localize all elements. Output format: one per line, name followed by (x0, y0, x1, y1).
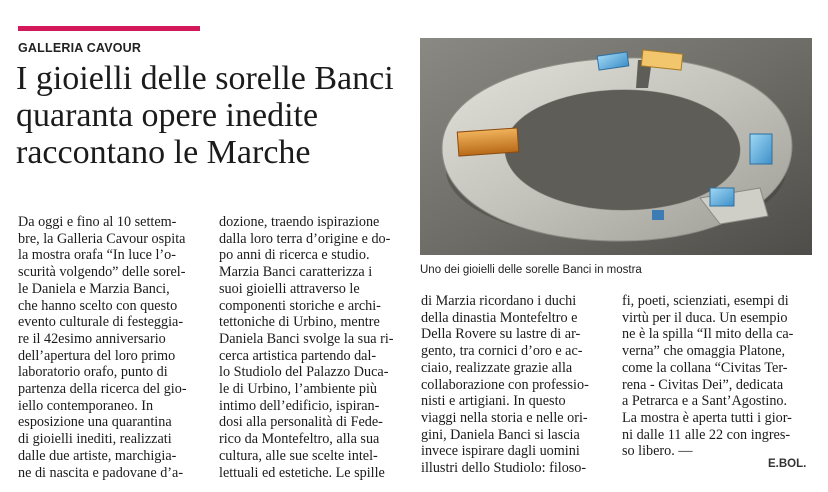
section-kicker: GALLERIA CAVOUR (18, 41, 142, 55)
article-column-4: fi, poeti, scienziati, esempi di virtù per il duca. Un esempio ne è la spilla “Il mito della ca- verna” che omaggia Platone, come la collana “Civitas Ter- rena - Civitas Dei”, dedicata a Petrarca e a Sant’Agostino. La mostra è aperta tutti i gior- ni dalle 11 alle 22 con ingres- so libero. — (622, 293, 794, 460)
section-accent-bar (18, 26, 200, 31)
photo-caption: Uno dei gioielli delle sorelle Banci in mostra (420, 264, 642, 276)
article-column-1: Da oggi e fino al 10 settem- bre, la Galleria Cavour ospita la mostra orafa “In luce l’o- scurità volgendo” delle sorel- le Daniela e Marzia Banci, che hanno scelto con questo evento culturale di festeggia- re il 42esimo anniversario dell’apertura del loro primo laboratorio orafo, punto di partenza della ricerca del gio- iello contemporaneo. In esposizione una quarantina di gioielli inediti, realizzati dalle due artiste, marchigia- ne di nascita e padovane d’a- (18, 214, 187, 481)
article-column-2: dozione, traendo ispirazione dalla loro terra d’origine e do- po anni di ricerca e studio. Marzia Banci caratterizza i suoi gioielli attraverso le componenti storiche e archi- tettoniche di Urbino, mentre Daniela Banci svolge la sua ri- cerca artistica partendo dal- lo Studiolo del Palazzo Duca- le di Urbino, l’ambiente più intimo dell’edificio, ispiran- dosi alla personalità di Fede- rico da Montefeltro, alla sua cultura, alle sue scelte intel- lettuali ed estetiche. Le spille (219, 214, 394, 481)
article-headline (16, 60, 408, 171)
jewel-photo (420, 38, 812, 255)
article-column-3: di Marzia ricordano i duchi della dinastia Montefeltro e Della Rovere su lastre di ar- gento, tra cornici d’oro e ac- ciaio, realizzate grazie alla collaborazione con professio- nisti e artigiani. In questo viaggi nella storia e nelle ori- gini, Daniela Banci si lascia invece ispirare dagli uomini illustri dello Studiolo: filoso- (421, 293, 589, 477)
headline-text: I gioielli delle sorelle Banci quaranta opere inedite raccontano le Marche (16, 60, 394, 171)
jewel-photo-illustration (420, 38, 812, 255)
author-signature: E.BOL. (768, 458, 807, 470)
